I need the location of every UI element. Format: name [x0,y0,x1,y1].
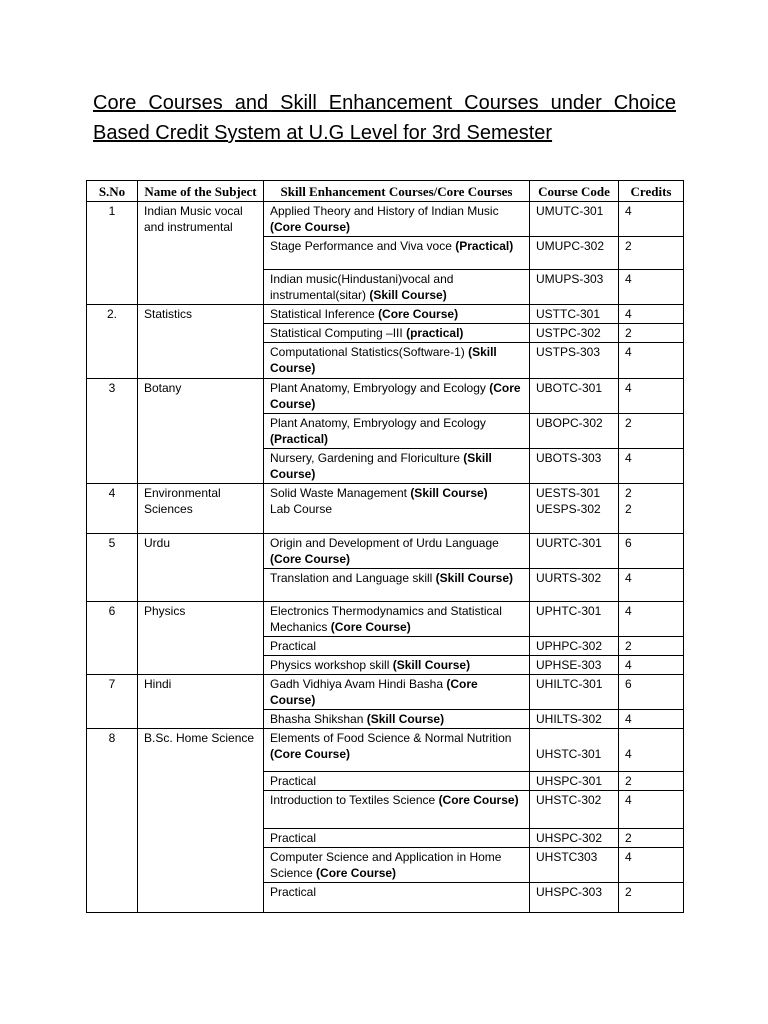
table-row [87,202,684,237]
course-code-cell [530,484,619,534]
sno-cell: 6 [87,602,138,675]
course-code: UHILTS-302 [536,712,602,726]
course-title: Plant Anatomy, Embryology and Ecology [270,381,486,395]
table-row [87,484,684,534]
course-code: UMUTC-301 [536,204,604,218]
course-code-cell [530,883,619,913]
credits-cell [619,202,684,237]
course-cell [264,710,530,729]
course-cell [264,637,530,656]
sno-cell: 8 [87,729,138,913]
course-cell [264,324,530,343]
course-cell [264,829,530,848]
sno-cell: 5 [87,534,138,602]
course-cell [264,484,530,534]
course-title: Nursery, Gardening and Floriculture [270,451,460,465]
course-credits: 4 [625,381,632,395]
sno-cell: 1 [87,202,138,305]
course-cell [264,202,530,237]
course-code-cell [530,656,619,675]
course-title: Introduction to Textiles Science [270,793,436,807]
course-title: Physics workshop skill [270,658,390,672]
credits-cell [619,569,684,602]
table-row [87,729,684,772]
credits-cell [619,414,684,449]
credits-cell [619,484,684,534]
course-type-tag: (Skill Course) [392,658,471,672]
course-type-tag: (Skill Course) [366,712,445,726]
credits-cell [619,324,684,343]
course-code-cell [530,414,619,449]
course-cell [264,305,530,324]
course-code-cell [530,324,619,343]
course-type-tag: (Skill Course) [369,288,447,302]
table-row [87,305,684,324]
title-line-2: Based Credit System at U.G Level for 3rd Semester [93,122,553,144]
course-title: Translation and Language skill [270,571,433,585]
course-credits: 2 [625,326,632,340]
credits-cell [619,656,684,675]
course-title: Solid Waste Management [270,486,407,500]
credits-cell [619,379,684,414]
course-title: Electronics Thermodynamics and Statistical Mechanics [270,604,502,634]
course-title: Practical [270,774,317,788]
course-title: Plant Anatomy, Embryology and Ecology [270,416,486,430]
course-title: Bhasha Shikshan [270,712,364,726]
sno-cell: 3 [87,379,138,484]
course-code: USTPC-302 [536,326,601,340]
course-credits: 4 [625,307,632,321]
course-credits: 2 [625,774,632,788]
course-type-tag: (Core Course) [270,552,351,566]
course-code: UURTS-302 [536,571,602,585]
course-code: UHSPC-302 [536,831,603,845]
header-credits: Credits [619,181,684,202]
credits-cell [619,449,684,484]
course-cell [264,569,530,602]
subject-name-cell: Statistics [138,305,264,379]
course-code-cell [530,449,619,484]
table-row [87,675,684,710]
course-code-cell [530,270,619,305]
subject-name-cell: Hindi [138,675,264,729]
course-cell [264,883,530,913]
course-credits: 4 [625,850,632,864]
course-credits: 4 [625,204,632,218]
course-code-cell [530,237,619,270]
course-type-tag: (Core Course) [270,381,521,411]
course-code-cell [530,675,619,710]
course-cell [264,343,530,379]
subject-name-cell: Indian Music vocal and instrumental [138,202,264,305]
course-type-tag: (practical) [406,326,464,340]
course-title: Statistical Computing –III [270,326,403,340]
course-title: Gadh Vidhiya Avam Hindi Basha [270,677,443,691]
course-credits: 4 [625,658,632,672]
course-cell [264,449,530,484]
course-type-tag: (Practical) [270,432,329,446]
course-cell [264,848,530,883]
course-code-cell [530,848,619,883]
course-code-cell [530,791,619,829]
course-code-cell [530,569,619,602]
course-code: USTPS-303 [536,345,601,359]
course-type-tag: (Skill Course) [270,451,492,481]
course-code: UBOTS-303 [536,451,602,465]
course-code-cell [530,202,619,237]
course-credits: 4 [625,451,632,465]
course-title: Stage Performance and Viva voce [270,239,452,253]
course-code: USTTC-301 [536,307,601,321]
course-code-cell [530,829,619,848]
course-title: Practical [270,639,317,653]
course-code: UPHSE-303 [536,658,602,672]
course-code-cell [530,637,619,656]
table-row [87,379,684,414]
course-title: Origin and Development of Urdu Language [270,536,499,550]
credits-cell [619,305,684,324]
course-code-cell [530,602,619,637]
course-type-tag: (Core Course) [270,677,478,707]
course-title: Lab Course [270,502,333,516]
course-credits: 6 [625,677,632,691]
credits-cell [619,883,684,913]
course-code: UBOTC-301 [536,381,603,395]
course-cell [264,414,530,449]
subject-name-cell: Botany [138,379,264,484]
course-code: UHSPC-303 [536,885,603,899]
course-credits: 2 [625,486,632,500]
table-body [87,202,684,913]
course-code: UHSTC303 [536,850,598,864]
credits-cell [619,675,684,710]
course-title: Computational Statistics(Software-1) [270,345,465,359]
course-cell [264,270,530,305]
course-type-tag: (Core Course) [378,307,459,321]
course-type-tag: (Practical) [455,239,514,253]
course-code-cell [530,379,619,414]
header-code: Course Code [530,181,619,202]
course-credits: 4 [625,712,632,726]
course-title: Computer Science and Application in Home Science [270,850,502,880]
course-code-cell [530,343,619,379]
credits-cell [619,534,684,569]
title-line-1: Core Courses and Skill Enhancement Courses under Choice [93,92,676,114]
credits-cell [619,829,684,848]
course-credits: 4 [625,571,632,585]
course-credits: 4 [625,272,632,286]
sno-cell: 4 [87,484,138,534]
credits-cell [619,848,684,883]
course-code: UHSTC-302 [536,793,602,807]
subject-name-cell: Physics [138,602,264,675]
page-title [93,88,676,148]
course-credits: 6 [625,536,632,550]
course-code: UMUPC-302 [536,239,605,253]
subject-name-cell: B.Sc. Home Science [138,729,264,913]
header-row [87,181,684,202]
course-type-tag: (Core Course) [270,747,351,761]
course-cell [264,534,530,569]
course-type-tag: (Skill Course) [410,486,488,500]
course-title: Applied Theory and History of Indian Music [270,204,499,218]
course-credits: 2 [625,416,632,430]
course-type-tag: (Core Course) [330,620,411,634]
course-cell [264,602,530,637]
credits-cell [619,602,684,637]
course-credits: 2 [625,831,632,845]
course-cell [264,237,530,270]
course-code-cell [530,534,619,569]
table-row [87,534,684,569]
course-code: UURTC-301 [536,536,602,550]
course-code: UESPS-302 [536,502,601,516]
course-credits: 2 [625,502,632,516]
course-credits: 4 [625,604,632,618]
course-credits: 2 [625,239,632,253]
credits-cell [619,343,684,379]
header-courses: Skill Enhancement Courses/Core Courses [264,181,530,202]
course-code: UHILTC-301 [536,677,603,691]
course-code: UESTS-301 [536,486,601,500]
course-cell [264,772,530,791]
course-title: Indian music(Hindustani)vocal and instrumental(sitar) [270,272,454,302]
course-credits: 2 [625,639,632,653]
course-credits: 4 [625,793,632,807]
course-type-tag: (Core Course) [316,866,397,880]
course-cell [264,656,530,675]
course-cell [264,729,530,772]
credits-cell [619,791,684,829]
sno-cell: 2. [87,305,138,379]
course-title: Elements of Food Science & Normal Nutrition [270,731,512,745]
credits-cell [619,772,684,791]
course-type-tag: (Skill Course) [270,345,497,375]
course-cell [264,791,530,829]
sno-cell: 7 [87,675,138,729]
header-sno: S.No [87,181,138,202]
course-credits: 2 [625,885,632,899]
course-code-cell [530,710,619,729]
course-cell [264,379,530,414]
courses-table [86,180,684,913]
subject-name-cell: Urdu [138,534,264,602]
course-type-tag: (Skill Course) [435,571,514,585]
course-code-cell [530,772,619,791]
course-code: UPHTC-301 [536,604,602,618]
header-subject: Name of the Subject [138,181,264,202]
credits-cell [619,237,684,270]
course-type-tag: (Core Course) [270,220,351,234]
course-code-cell [530,305,619,324]
course-credits: 4 [625,747,632,761]
credits-cell [619,270,684,305]
credits-cell [619,637,684,656]
course-code-cell [530,729,619,772]
course-code: UBOPC-302 [536,416,603,430]
course-code: UPHPC-302 [536,639,603,653]
course-title: Statistical Inference [270,307,375,321]
table-row [87,602,684,637]
course-title: Practical [270,831,317,845]
course-title: Practical [270,885,317,899]
course-type-tag: (Core Course) [438,793,519,807]
course-cell [264,675,530,710]
credits-cell [619,729,684,772]
course-code: UMUPS-303 [536,272,604,286]
course-credits: 4 [625,345,632,359]
credits-cell [619,710,684,729]
course-code: UHSPC-301 [536,774,603,788]
subject-name-cell: Environmental Sciences [138,484,264,534]
course-code: UHSTC-301 [536,747,602,761]
